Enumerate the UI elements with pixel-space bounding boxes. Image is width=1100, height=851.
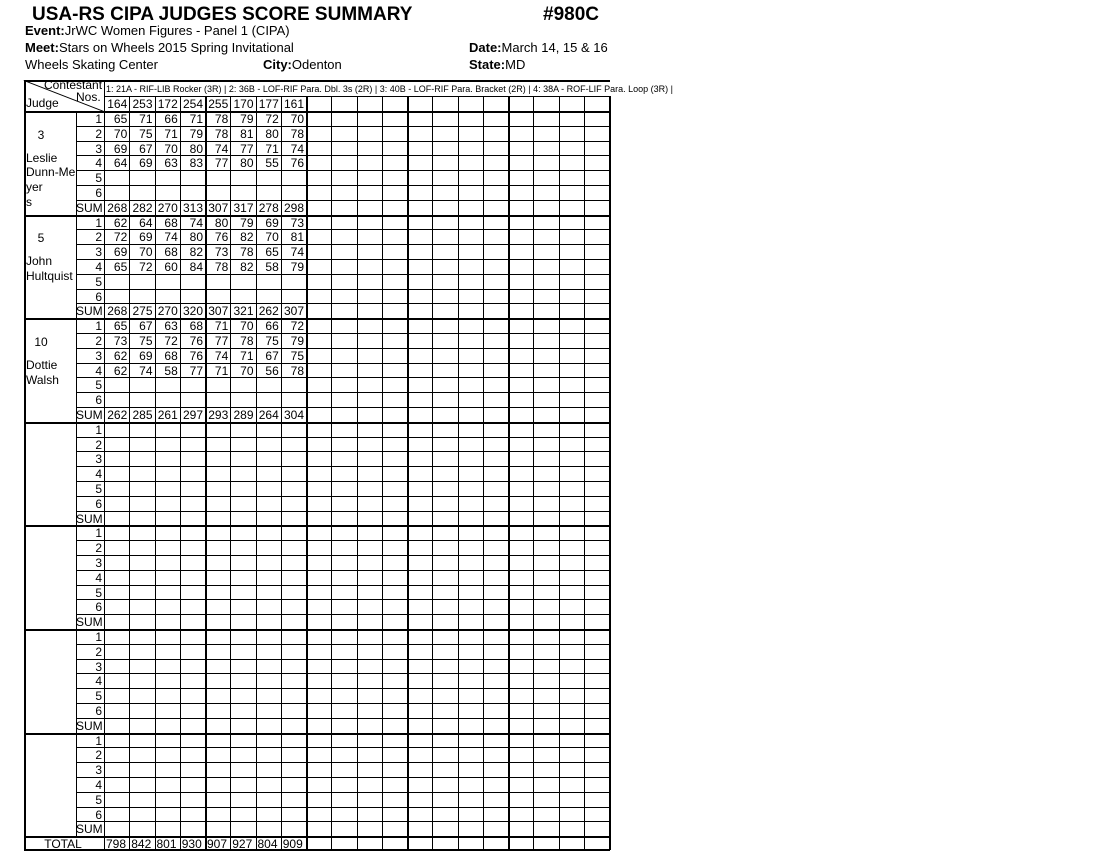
grid-line (76, 289, 609, 290)
grid-line (584, 96, 585, 850)
judge-sum: 264 (258, 408, 279, 422)
judge-sum: 298 (283, 200, 304, 215)
score-cell: 76 (189, 348, 203, 363)
grid-line (24, 629, 609, 631)
grid-line (76, 821, 609, 822)
score-cell: 68 (189, 319, 203, 334)
score-cell: 71 (214, 319, 229, 334)
judge-sum: 307 (283, 304, 304, 319)
grid-line (76, 481, 609, 482)
score-cell: 69 (113, 245, 128, 260)
contestant-label: Contestant (44, 78, 103, 92)
grid-line (609, 96, 611, 850)
row-label: SUM (76, 511, 103, 526)
score-cell: 62 (113, 348, 128, 363)
contestant-number: 164 (107, 97, 128, 111)
score-cell: 55 (265, 156, 279, 171)
score-cell: 82 (240, 230, 254, 245)
score-cell: 72 (139, 260, 153, 274)
grid-line (76, 614, 609, 615)
judge-name-line: s (26, 194, 32, 209)
grid-line (76, 585, 609, 586)
row-label: 3 (95, 141, 102, 156)
score-cell: 75 (139, 334, 153, 348)
judge-sum: 261 (157, 408, 178, 422)
total-cell: 842 (131, 837, 152, 851)
score-cell: 78 (214, 260, 229, 274)
grid-line (76, 644, 609, 645)
meet-label: Meet: (25, 40, 59, 55)
score-cell: 69 (139, 348, 153, 363)
row-label: 6 (95, 600, 102, 615)
score-cell: 68 (164, 215, 178, 230)
judge-sum: 268 (107, 304, 128, 319)
score-cell: 65 (113, 112, 128, 126)
judge-sum: 278 (258, 200, 279, 215)
row-label: 5 (95, 171, 102, 186)
row-label: 1 (95, 526, 102, 541)
total-cell: 930 (181, 837, 202, 851)
score-cell: 78 (240, 334, 254, 348)
grid-line (76, 540, 609, 541)
row-label: 4 (95, 570, 102, 585)
score-cell: 71 (164, 126, 178, 141)
score-cell: 78 (240, 245, 254, 260)
city-line (263, 57, 342, 72)
row-label: 3 (95, 452, 102, 467)
judge-number: 5 (37, 231, 45, 246)
score-cell: 74 (139, 363, 153, 378)
judge-number: 10 (34, 335, 48, 349)
judge-sum: 307 (208, 200, 229, 215)
score-cell: 71 (265, 141, 279, 156)
score-cell: 72 (290, 319, 304, 334)
contestant-number: 161 (283, 97, 304, 111)
score-cell: 79 (290, 334, 304, 348)
score-cell: 69 (139, 230, 153, 245)
row-label: 2 (95, 644, 102, 659)
grid-line (76, 688, 609, 689)
score-cell: 70 (290, 112, 304, 126)
nos-label: Nos. (76, 90, 101, 104)
score-cell: 71 (139, 112, 153, 126)
score-cell: 74 (189, 215, 203, 230)
score-cell: 56 (265, 363, 279, 378)
report-title: USA-RS CIPA JUDGES SCORE SUMMARY (32, 4, 413, 25)
score-cell: 70 (113, 126, 128, 141)
grid-line (483, 96, 484, 850)
row-label: 5 (95, 378, 102, 393)
contestant-number: 170 (233, 97, 254, 111)
total-label: TOTAL (44, 837, 82, 851)
score-cell: 68 (164, 245, 178, 260)
score-cell: 72 (164, 334, 178, 348)
row-label: 2 (95, 230, 102, 245)
grid-line (76, 777, 609, 778)
score-cell: 79 (240, 112, 254, 126)
total-cell: 804 (257, 837, 278, 851)
row-label: 1 (95, 319, 102, 334)
grid-line (76, 496, 609, 497)
grid-line (306, 96, 308, 850)
score-cell: 71 (240, 348, 254, 363)
grid-line (76, 673, 609, 674)
date-value: March 14, 15 & 16 (501, 40, 608, 55)
score-cell: 73 (214, 245, 229, 260)
grid-line (458, 96, 459, 850)
score-cell: 64 (139, 215, 153, 230)
score-cell: 71 (214, 363, 229, 378)
grid-line (76, 555, 609, 556)
grid-line (104, 80, 105, 850)
score-cell: 75 (139, 126, 153, 141)
score-cell: 81 (290, 230, 304, 245)
score-cell: 66 (164, 112, 178, 126)
city-label: City: (263, 57, 292, 72)
row-label: SUM (76, 200, 103, 215)
meet-value: Stars on Wheels 2015 Spring Invitational (58, 40, 294, 55)
score-cell: 63 (164, 156, 178, 171)
judge-sum: 313 (182, 200, 203, 215)
judge-sum: 307 (208, 304, 229, 319)
judge-sum: 262 (258, 304, 279, 319)
judge-sum: 320 (182, 304, 203, 319)
grid-line (331, 96, 332, 850)
grid-line (76, 437, 609, 438)
judge-sum: 270 (157, 200, 178, 215)
total-cell: 907 (207, 837, 228, 851)
score-cell: 72 (113, 230, 128, 245)
judge-name-line: Leslie (26, 150, 58, 165)
judge-name-line: Hultquist (26, 268, 73, 283)
row-label: 5 (95, 585, 102, 600)
date-line (469, 40, 608, 55)
row-label: 5 (95, 792, 102, 807)
row-label: 1 (95, 630, 102, 644)
score-cell: 69 (113, 141, 128, 156)
row-label: 2 (95, 748, 102, 763)
judge-name-line: Dottie (26, 357, 58, 372)
row-label: 4 (95, 778, 102, 792)
judge-name (26, 151, 76, 210)
grid-line (76, 792, 609, 793)
grid-line (76, 747, 609, 748)
score-cell: 76 (214, 230, 229, 245)
score-cell: 76 (189, 334, 203, 348)
judge-number: 3 (37, 127, 45, 142)
score-cell: 70 (164, 141, 178, 156)
row-label: 5 (95, 689, 102, 704)
row-label: 1 (95, 733, 102, 748)
judge-sum: 321 (233, 304, 254, 319)
contestant-number: 253 (132, 97, 153, 111)
score-cell: 78 (214, 126, 229, 141)
row-label: 2 (95, 437, 102, 452)
row-label: 4 (95, 467, 102, 482)
score-cell: 67 (265, 348, 279, 363)
judge-sum: 268 (107, 200, 128, 215)
score-cell: 77 (214, 334, 229, 348)
grid-line (76, 703, 609, 704)
row-label: 1 (95, 112, 102, 126)
grid-line (24, 733, 609, 735)
score-cell: 75 (290, 348, 304, 363)
score-cell: 66 (265, 319, 279, 334)
score-cell: 62 (113, 215, 128, 230)
score-cell: 62 (113, 363, 128, 378)
score-cell: 74 (164, 230, 178, 245)
judge-name-line: John (26, 254, 53, 269)
judge-sum: 262 (107, 408, 128, 422)
score-cell: 82 (240, 260, 254, 274)
judge-name (26, 254, 76, 284)
score-cell: 79 (240, 215, 254, 230)
score-cell: 73 (113, 334, 128, 348)
grid-line (382, 96, 383, 850)
row-label: 3 (95, 659, 102, 674)
score-cell: 80 (240, 156, 254, 171)
grid-line (76, 570, 609, 571)
event-label: Event: (25, 23, 65, 38)
score-cell: 80 (214, 215, 229, 230)
score-cell: 64 (113, 156, 128, 171)
grid-line (432, 96, 433, 850)
score-cell: 74 (214, 348, 229, 363)
row-label: 5 (95, 274, 102, 289)
judge-sum: 304 (283, 408, 304, 422)
score-cell: 74 (290, 245, 304, 260)
score-cell: 84 (189, 260, 203, 274)
grid-line (533, 96, 534, 850)
row-label: 2 (95, 541, 102, 556)
score-cell: 69 (139, 156, 153, 171)
row-label: 4 (95, 674, 102, 689)
score-cell: 78 (214, 112, 229, 126)
score-cell: 63 (164, 319, 178, 334)
row-label: 6 (95, 807, 102, 822)
score-cell: 80 (189, 230, 203, 245)
score-cell: 65 (113, 260, 128, 274)
grid-line (76, 466, 609, 467)
score-cell: 60 (164, 260, 178, 274)
judge-label: Judge (26, 96, 59, 110)
grid-line (508, 96, 510, 850)
score-cell: 79 (189, 126, 203, 141)
venue: Wheels Skating Center (25, 57, 158, 72)
judge-name-line: Dunn-Meyer (26, 165, 76, 195)
row-label: 6 (95, 496, 102, 511)
total-cell: 798 (106, 837, 127, 851)
grid-line (24, 525, 609, 527)
contestant-number: 172 (157, 97, 178, 111)
event-value: JrWC Women Figures - Panel 1 (CIPA) (64, 23, 290, 38)
total-cell: 909 (282, 837, 303, 851)
judge-sum: 285 (132, 408, 153, 422)
judge-name-line: Walsh (26, 372, 59, 387)
score-cell: 58 (265, 260, 279, 274)
judge-name (26, 358, 76, 388)
row-label: 6 (95, 393, 102, 408)
judge-sum: 270 (157, 304, 178, 319)
score-cell: 65 (265, 245, 279, 260)
row-label: 3 (95, 245, 102, 260)
state-value: MD (505, 57, 526, 72)
row-label: 6 (95, 289, 102, 304)
score-cell: 74 (290, 141, 304, 156)
score-cell: 74 (214, 141, 229, 156)
contestant-number: 254 (182, 97, 203, 111)
score-cell: 71 (189, 112, 203, 126)
total-cell: 801 (156, 837, 177, 851)
judge-sum: 317 (233, 200, 254, 215)
meet-line (25, 40, 294, 55)
score-cell: 79 (290, 260, 304, 274)
grid-line (24, 422, 609, 424)
grid-line (76, 511, 609, 512)
score-cell: 65 (113, 319, 128, 334)
row-label: 1 (95, 215, 102, 230)
score-cell: 70 (139, 245, 153, 260)
grid-line (76, 762, 609, 763)
score-cell: 82 (189, 245, 203, 260)
score-cell: 80 (265, 126, 279, 141)
score-cell: 70 (265, 230, 279, 245)
score-cell: 78 (290, 126, 304, 141)
row-label: 6 (95, 704, 102, 718)
row-label: 4 (95, 363, 102, 378)
grid-line (559, 96, 560, 850)
grid-line (76, 718, 609, 719)
row-label: 3 (95, 763, 102, 778)
grid-line (76, 599, 609, 600)
score-cell: 78 (290, 363, 304, 378)
grid-line (76, 185, 609, 186)
row-label: SUM (76, 408, 103, 422)
row-label: 3 (95, 556, 102, 570)
score-cell: 68 (164, 348, 178, 363)
row-label: SUM (76, 822, 103, 837)
city-value: Odenton (291, 57, 342, 72)
score-cell: 83 (189, 156, 203, 171)
row-label: SUM (76, 304, 103, 319)
figures-list: 1: 21A - RIF-LIB Rocker (3R) | 2: 36B - LOF-RIF Para. Dbl. 3s (2R) | 3: 40B - LOF-RIF Para. Bracket (2R) | 4: 38A - ROF-LIF Para. Loop (3R) | (106, 84, 674, 94)
judge-sum: 289 (233, 408, 254, 422)
score-cell: 76 (290, 156, 304, 171)
score-cell: 67 (139, 141, 153, 156)
report-number: #980C (543, 4, 599, 25)
row-label: 5 (95, 482, 102, 496)
judge-sum: 293 (208, 408, 229, 422)
grid-line (76, 451, 609, 452)
row-label: 4 (95, 156, 102, 171)
score-cell: 72 (265, 112, 279, 126)
row-label: 3 (95, 348, 102, 363)
judge-sum: 275 (132, 304, 153, 319)
row-label: SUM (76, 615, 103, 630)
state-label: State: (469, 57, 506, 72)
score-cell: 77 (240, 141, 254, 156)
grid-line (76, 807, 609, 808)
row-label: 2 (95, 126, 102, 141)
score-cell: 58 (164, 363, 178, 378)
event-line (25, 23, 290, 38)
row-label: 1 (95, 422, 102, 437)
score-cell: 81 (240, 126, 254, 141)
score-cell: 67 (139, 319, 153, 334)
contestant-number: 255 (208, 97, 229, 111)
score-cell: 73 (290, 215, 304, 230)
grid-line (407, 96, 409, 850)
grid-line (76, 392, 609, 393)
score-cell: 70 (240, 363, 254, 378)
score-cell: 77 (214, 156, 229, 171)
contestant-number: 177 (258, 97, 279, 111)
judge-sum: 297 (182, 408, 203, 422)
date-label: Date: (469, 40, 502, 55)
score-cell: 77 (189, 363, 203, 378)
row-label: SUM (76, 718, 103, 733)
state-line (469, 57, 525, 72)
score-cell: 80 (189, 141, 203, 156)
row-label: 4 (95, 260, 102, 274)
score-cell: 70 (240, 319, 254, 334)
grid-line (357, 96, 358, 850)
total-cell: 927 (232, 837, 253, 851)
judge-sum: 282 (132, 200, 153, 215)
score-cell: 69 (265, 215, 279, 230)
row-label: 6 (95, 186, 102, 200)
score-cell: 75 (265, 334, 279, 348)
row-label: 2 (95, 334, 102, 348)
grid-line (76, 659, 609, 660)
